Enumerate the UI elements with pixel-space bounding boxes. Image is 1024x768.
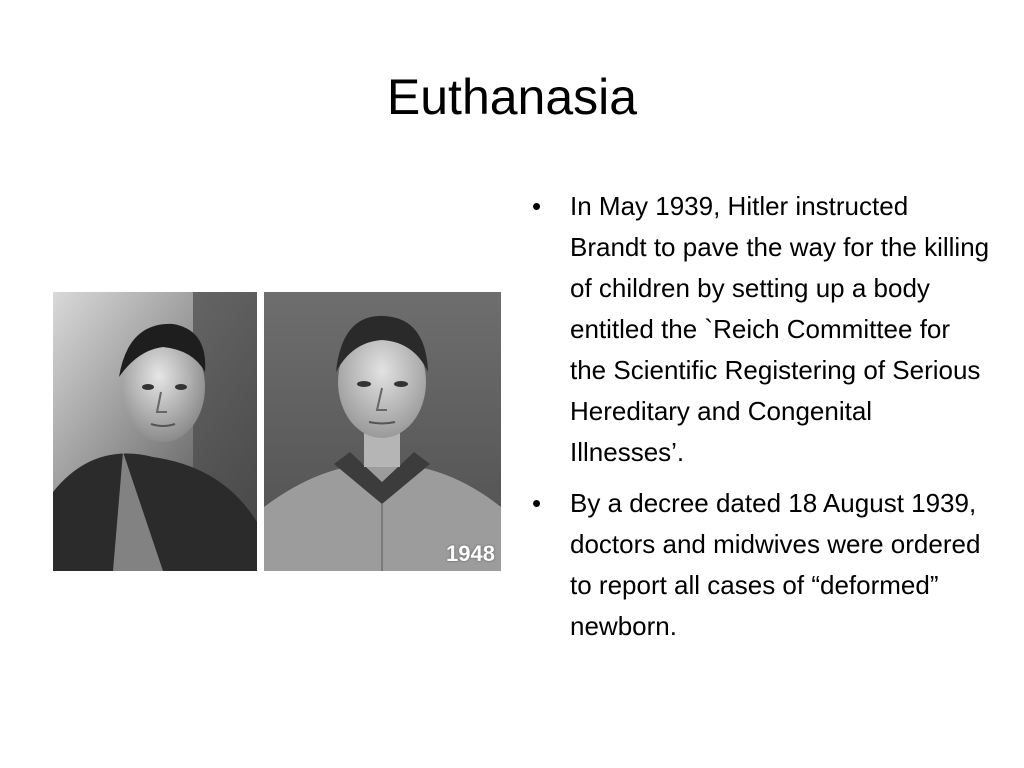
photo-year-caption: 1948 (446, 541, 495, 566)
bullet-list (530, 186, 990, 657)
portrait-photo-young (53, 292, 257, 571)
photo-pair (53, 292, 501, 571)
portrait-photo-1948 (264, 292, 501, 571)
bullet-text: In May 1939, Hitler instructed Brandt to pave the way for the killing of children by setting up a body entitled the `Reich Committee for the Scientific Registering of Serious Hereditary and Congenital Illnesses’. (570, 191, 990, 467)
portrait-1948-illustration (264, 292, 501, 571)
bullet-dot-icon: • (532, 191, 542, 221)
bullet-item (530, 483, 990, 647)
portrait-young-illustration (53, 292, 257, 571)
bullet-dot-icon: • (532, 488, 542, 518)
slide-title: Euthanasia (386, 69, 638, 125)
bullet-item (530, 186, 990, 473)
bullet-text: By a decree dated 18 August 1939, doctors and midwives were ordered to report all cases of “deformed” newborn. (570, 488, 981, 641)
